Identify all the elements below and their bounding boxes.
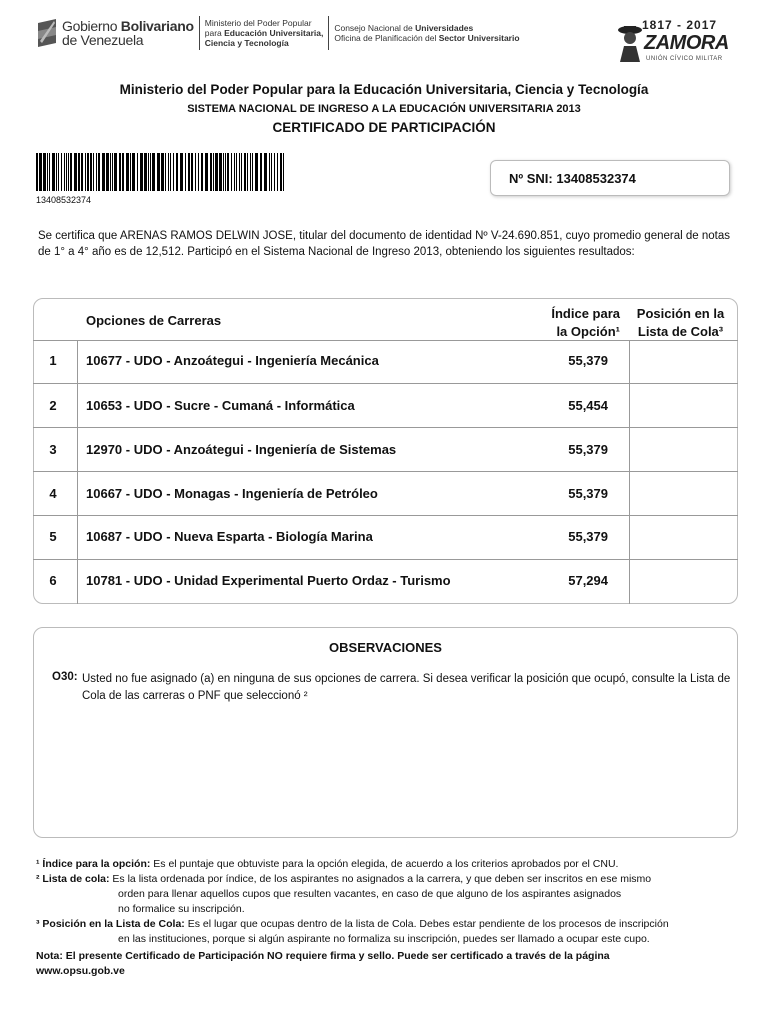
- ministry-title: Ministerio del Poder Popular para la Educación Universitaria, Ciencia y Tecnología: [119, 82, 649, 97]
- gobierno-flag-icon: [36, 17, 58, 49]
- table-row-number: 4: [49, 486, 57, 501]
- table-row-divider: [33, 471, 738, 472]
- observacion-code: O30:: [52, 671, 78, 683]
- table-row-indice: 55,379: [568, 353, 608, 368]
- table-row-indice: 55,379: [568, 442, 608, 457]
- table-row-career: 12970 - UDO - Anzoátegui - Ingeniería de Sistemas: [86, 442, 397, 457]
- system-title: SISTEMA NACIONAL DE INGRESO A LA EDUCACIÓN UNIVERSITARIA 2013: [187, 103, 581, 115]
- certificate-title: CERTIFICADO DE PARTICIPACIÓN: [272, 120, 496, 135]
- barcode-number: 13408532374: [36, 195, 92, 205]
- barcode: [36, 153, 286, 191]
- header-divider: [199, 16, 200, 50]
- zamora-subtitle: UNIÓN CÍVICO MILITAR: [646, 56, 723, 62]
- gobierno-logo-text: Gobierno Bolivariano de Venezuela: [62, 18, 194, 48]
- table-row-divider: [33, 559, 738, 560]
- footnote-lista-cola-line2: orden para llenar aquellos cupos que resulten vacantes, en caso de que alguno de los aspirantes asignados: [118, 888, 622, 900]
- footnote-posicion: ³ Posición en la Lista de Cola: Es el lugar que ocupas dentro de la lista de Cola. Debes estar pendiente de los procesos de inscripción: [36, 918, 669, 930]
- zamora-figure-icon: [616, 22, 644, 62]
- zamora-logo: [612, 16, 730, 66]
- header-logos: [36, 16, 520, 50]
- intro-paragraph: Se certifica que ARENAS RAMOS DELWIN JOSE, titular del documento de identidad Nº V-24.690.851, cuyo promedio general de notas de 1° a 4° año es de 12,512. Participó en el Sistema Nacional de Ingreso 2013, obteniendo los siguientes resultados:: [38, 230, 730, 258]
- table-row-career: 10677 - UDO - Anzoátegui - Ingeniería Mecánica: [86, 353, 379, 368]
- observacion-text: Usted no fue asignado (a) en ninguna de sus opciones de carrera. Si desea verificar la posición que ocupó, consulte la Lista de Cola de las carreras o PNF que seleccionó ²: [82, 673, 731, 702]
- footnote-posicion-line2: en las instituciones, porque si algún aspirante no formaliza su inscripción, puedes ser llamado a ocupar este cupo.: [118, 933, 650, 945]
- table-row-indice: 55,379: [568, 529, 608, 544]
- cnu-logo-text: Consejo Nacional de Universidades Oficina de Planificación del Sector Universitario: [334, 23, 520, 43]
- table-row-indice: 55,379: [568, 486, 608, 501]
- table-row-indice: 55,454: [568, 398, 608, 413]
- header-posicion: Posición en la Lista de Cola³: [636, 306, 725, 339]
- footnote-lista-cola-line3: no formalice su inscripción.: [118, 903, 245, 915]
- sni-number-box: Nº SNI: 13408532374: [490, 160, 730, 196]
- ministerio-logo-text: Ministerio del Poder Popular para Educación Universitaria, Ciencia y Tecnología: [204, 18, 324, 48]
- footnote-lista-cola: ² Lista de cola: Es la lista ordenada por índice, de los aspirantes no asignados a la carrera, y que deben ser inscritos en ese mismo: [36, 873, 652, 885]
- table-column-divider: [629, 340, 630, 604]
- observaciones-title: OBSERVACIONES: [329, 640, 442, 655]
- zamora-years: 1817 - 2017: [642, 18, 718, 32]
- table-row-career: 10667 - UDO - Monagas - Ingeniería de Petróleo: [86, 486, 378, 501]
- table-row-indice: 57,294: [568, 573, 608, 588]
- table-row-career: 10653 - UDO - Sucre - Cumaná - Informática: [86, 398, 355, 413]
- table-header-divider: [33, 340, 738, 341]
- table-row-number: 1: [49, 353, 57, 368]
- table-column-divider: [77, 340, 78, 604]
- table-row-number: 5: [49, 529, 57, 544]
- table-row-divider: [33, 427, 738, 428]
- header-indice: Índice para la Opción¹: [551, 306, 620, 339]
- table-row-divider: [33, 515, 738, 516]
- table-row-number: 3: [49, 442, 57, 457]
- table-row-number: 2: [49, 398, 57, 413]
- table-row-number: 6: [49, 573, 57, 588]
- header-divider: [328, 16, 329, 50]
- header-carreras: Opciones de Carreras: [86, 313, 222, 328]
- table-row-divider: [33, 383, 738, 384]
- nota-footer: Nota: El presente Certificado de Participación NO requiere firma y sello. Puede ser certificado a través de la página www.opsu.gob.ve: [36, 950, 610, 977]
- table-row-career: 10781 - UDO - Unidad Experimental Puerto Ordaz - Turismo: [86, 573, 451, 588]
- footnote-indice: ¹ Índice para la opción: Es el puntaje que obtuviste para la opción elegida, de acuerdo a los criterios aprobados por el CNU.: [36, 858, 619, 870]
- zamora-name: ZAMORA: [644, 32, 729, 54]
- table-row-career: 10687 - UDO - Nueva Esparta - Biología Marina: [86, 529, 373, 544]
- observaciones-box: [33, 627, 738, 838]
